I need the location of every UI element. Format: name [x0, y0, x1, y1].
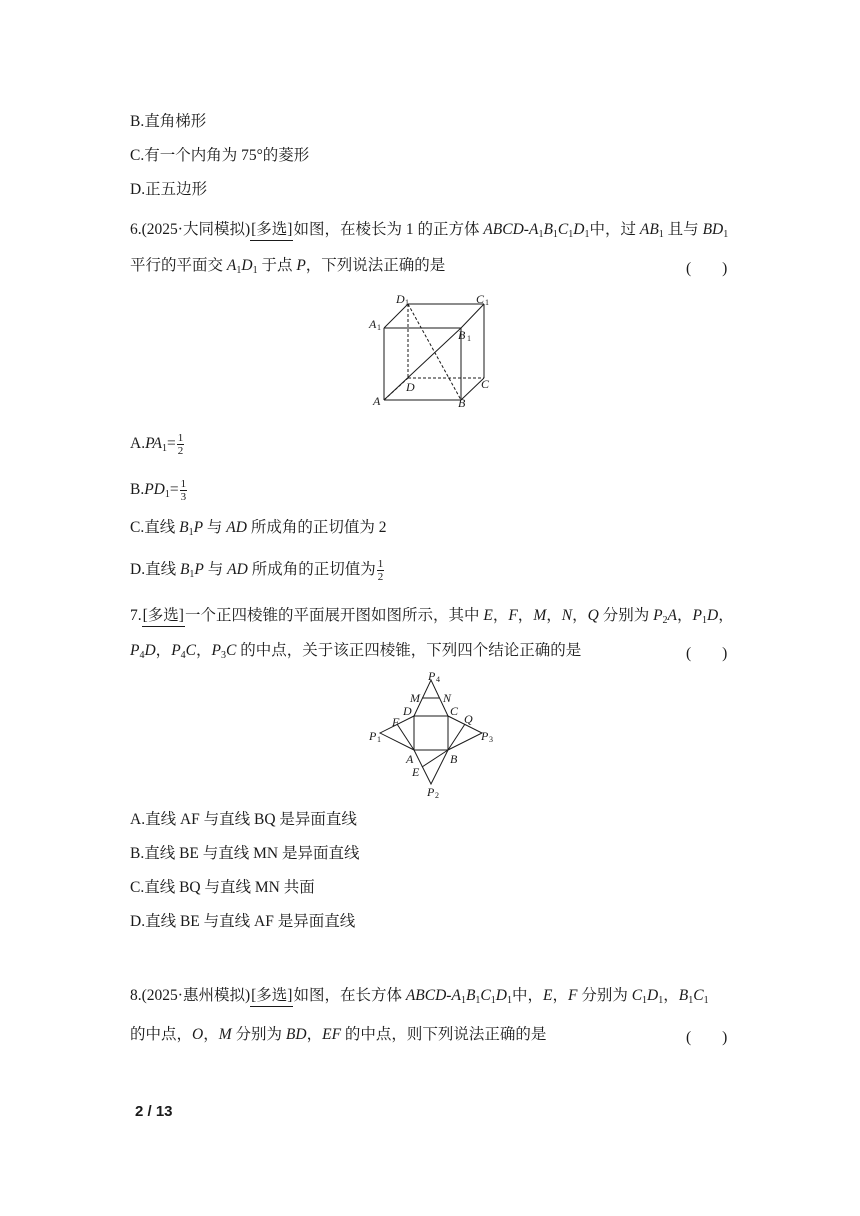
label-b: B	[450, 752, 458, 766]
q7-number: 7.	[130, 607, 142, 624]
q7-net-figure	[366, 670, 500, 800]
q6-option-a: $A.PA_1=$ $\frac{1}{2}$	[130, 432, 184, 457]
svg-text:1: 1	[485, 298, 489, 307]
label-p2: P	[427, 785, 435, 799]
q6-stem-line2: 平行的平面交 $A_1D_1$ 于点 P，下列说法正确的是	[130, 257, 446, 276]
label-b: B	[458, 396, 466, 410]
q5-option-b: B.直角梯形	[130, 113, 207, 130]
label-m: M	[410, 691, 420, 705]
label-a: A	[373, 394, 381, 408]
label-p4: P	[428, 670, 436, 683]
q6-multi-tag: [多选]	[250, 220, 293, 241]
q7-multi-tag: [多选]	[142, 606, 185, 627]
page-number: 2 / 13	[135, 1103, 173, 1120]
q5-option-d: D.正五边形	[130, 181, 208, 198]
q7-stem-line1: 7.[多选]一个正四棱锥的平面展开图如图所示，其中 E，F，M，N，Q 分别为 $P_2A$，$P_1D$，	[130, 607, 734, 626]
q8-answer-paren: ( )	[686, 1029, 728, 1046]
q7-stem-line2: $P_4D$，$P_4C$，$P_3C$ 的中点，关于该正四棱锥，下列四个结论正确的是	[130, 642, 582, 661]
q6-answer-paren: ( )	[686, 260, 728, 277]
q6-stem-line1: 6.(2025·大同模拟)[多选]如图，在棱长为 1 的正方体 ABCD-$A_1B_1C_1D_1$中，过 $AB_1$ 且与 $BD_1$	[130, 221, 729, 240]
q6-number: 6.(2025·大同模拟)	[130, 221, 251, 238]
svg-text:1: 1	[377, 323, 381, 332]
label-p3: P	[481, 729, 489, 743]
label-q: Q	[464, 712, 473, 726]
label-c1: C	[476, 292, 485, 306]
q7-option-c: C.直线 BQ 与直线 MN 共面	[130, 879, 315, 896]
label-f: F	[392, 715, 400, 729]
label-a: A	[406, 752, 414, 766]
q7-option-d: D.直线 BE 与直线 AF 是异面直线	[130, 913, 356, 930]
svg-text:4: 4	[436, 675, 440, 684]
label-c: C	[450, 704, 459, 718]
q8-stem-line1: 8.(2025·惠州模拟)[多选]如图，在长方体 ABCD-$A_1B_1C_1D_1$中，E，F 分别为 $C_1D_1$，$B_1C_1$	[130, 987, 709, 1006]
label-e: E	[412, 765, 420, 779]
label-b1: B	[458, 328, 466, 342]
svg-text:3: 3	[489, 735, 493, 744]
q6-option-d: D.直线 $B_1P$ 与 AD 所成角的正切值为 $\frac{1}{2}$	[130, 558, 384, 583]
label-d: D	[403, 704, 412, 718]
q7-answer-paren: ( )	[686, 645, 728, 662]
svg-text:1: 1	[405, 298, 409, 307]
svg-text:1: 1	[467, 334, 471, 343]
q7-option-b: B.直线 BE 与直线 MN 是异面直线	[130, 845, 360, 862]
label-a1: A	[369, 317, 377, 331]
svg-text:2: 2	[435, 791, 439, 800]
q5-option-c: C.有一个内角为 75°的菱形	[130, 147, 310, 164]
q8-number: 8.(2025·惠州模拟)	[130, 987, 251, 1004]
q6-cube-figure	[366, 290, 496, 412]
label-n: N	[443, 691, 452, 705]
label-d: D	[406, 380, 415, 394]
q7-option-a: A.直线 AF 与直线 BQ 是异面直线	[130, 811, 357, 828]
label-d1: D	[396, 292, 405, 306]
q6-option-c: C.直线 $B_1P$ 与 AD 所成角的正切值为 2	[130, 519, 387, 538]
label-p1: P	[369, 729, 377, 743]
q8-stem-line2: 的中点，O，M 分别为 BD，EF 的中点，则下列说法正确的是	[130, 1026, 547, 1043]
q8-multi-tag: [多选]	[250, 986, 293, 1007]
label-c: C	[481, 377, 490, 391]
q6-option-b: $B.PD_1=$ $\frac{1}{3}$	[130, 478, 187, 503]
svg-text:1: 1	[377, 735, 381, 744]
